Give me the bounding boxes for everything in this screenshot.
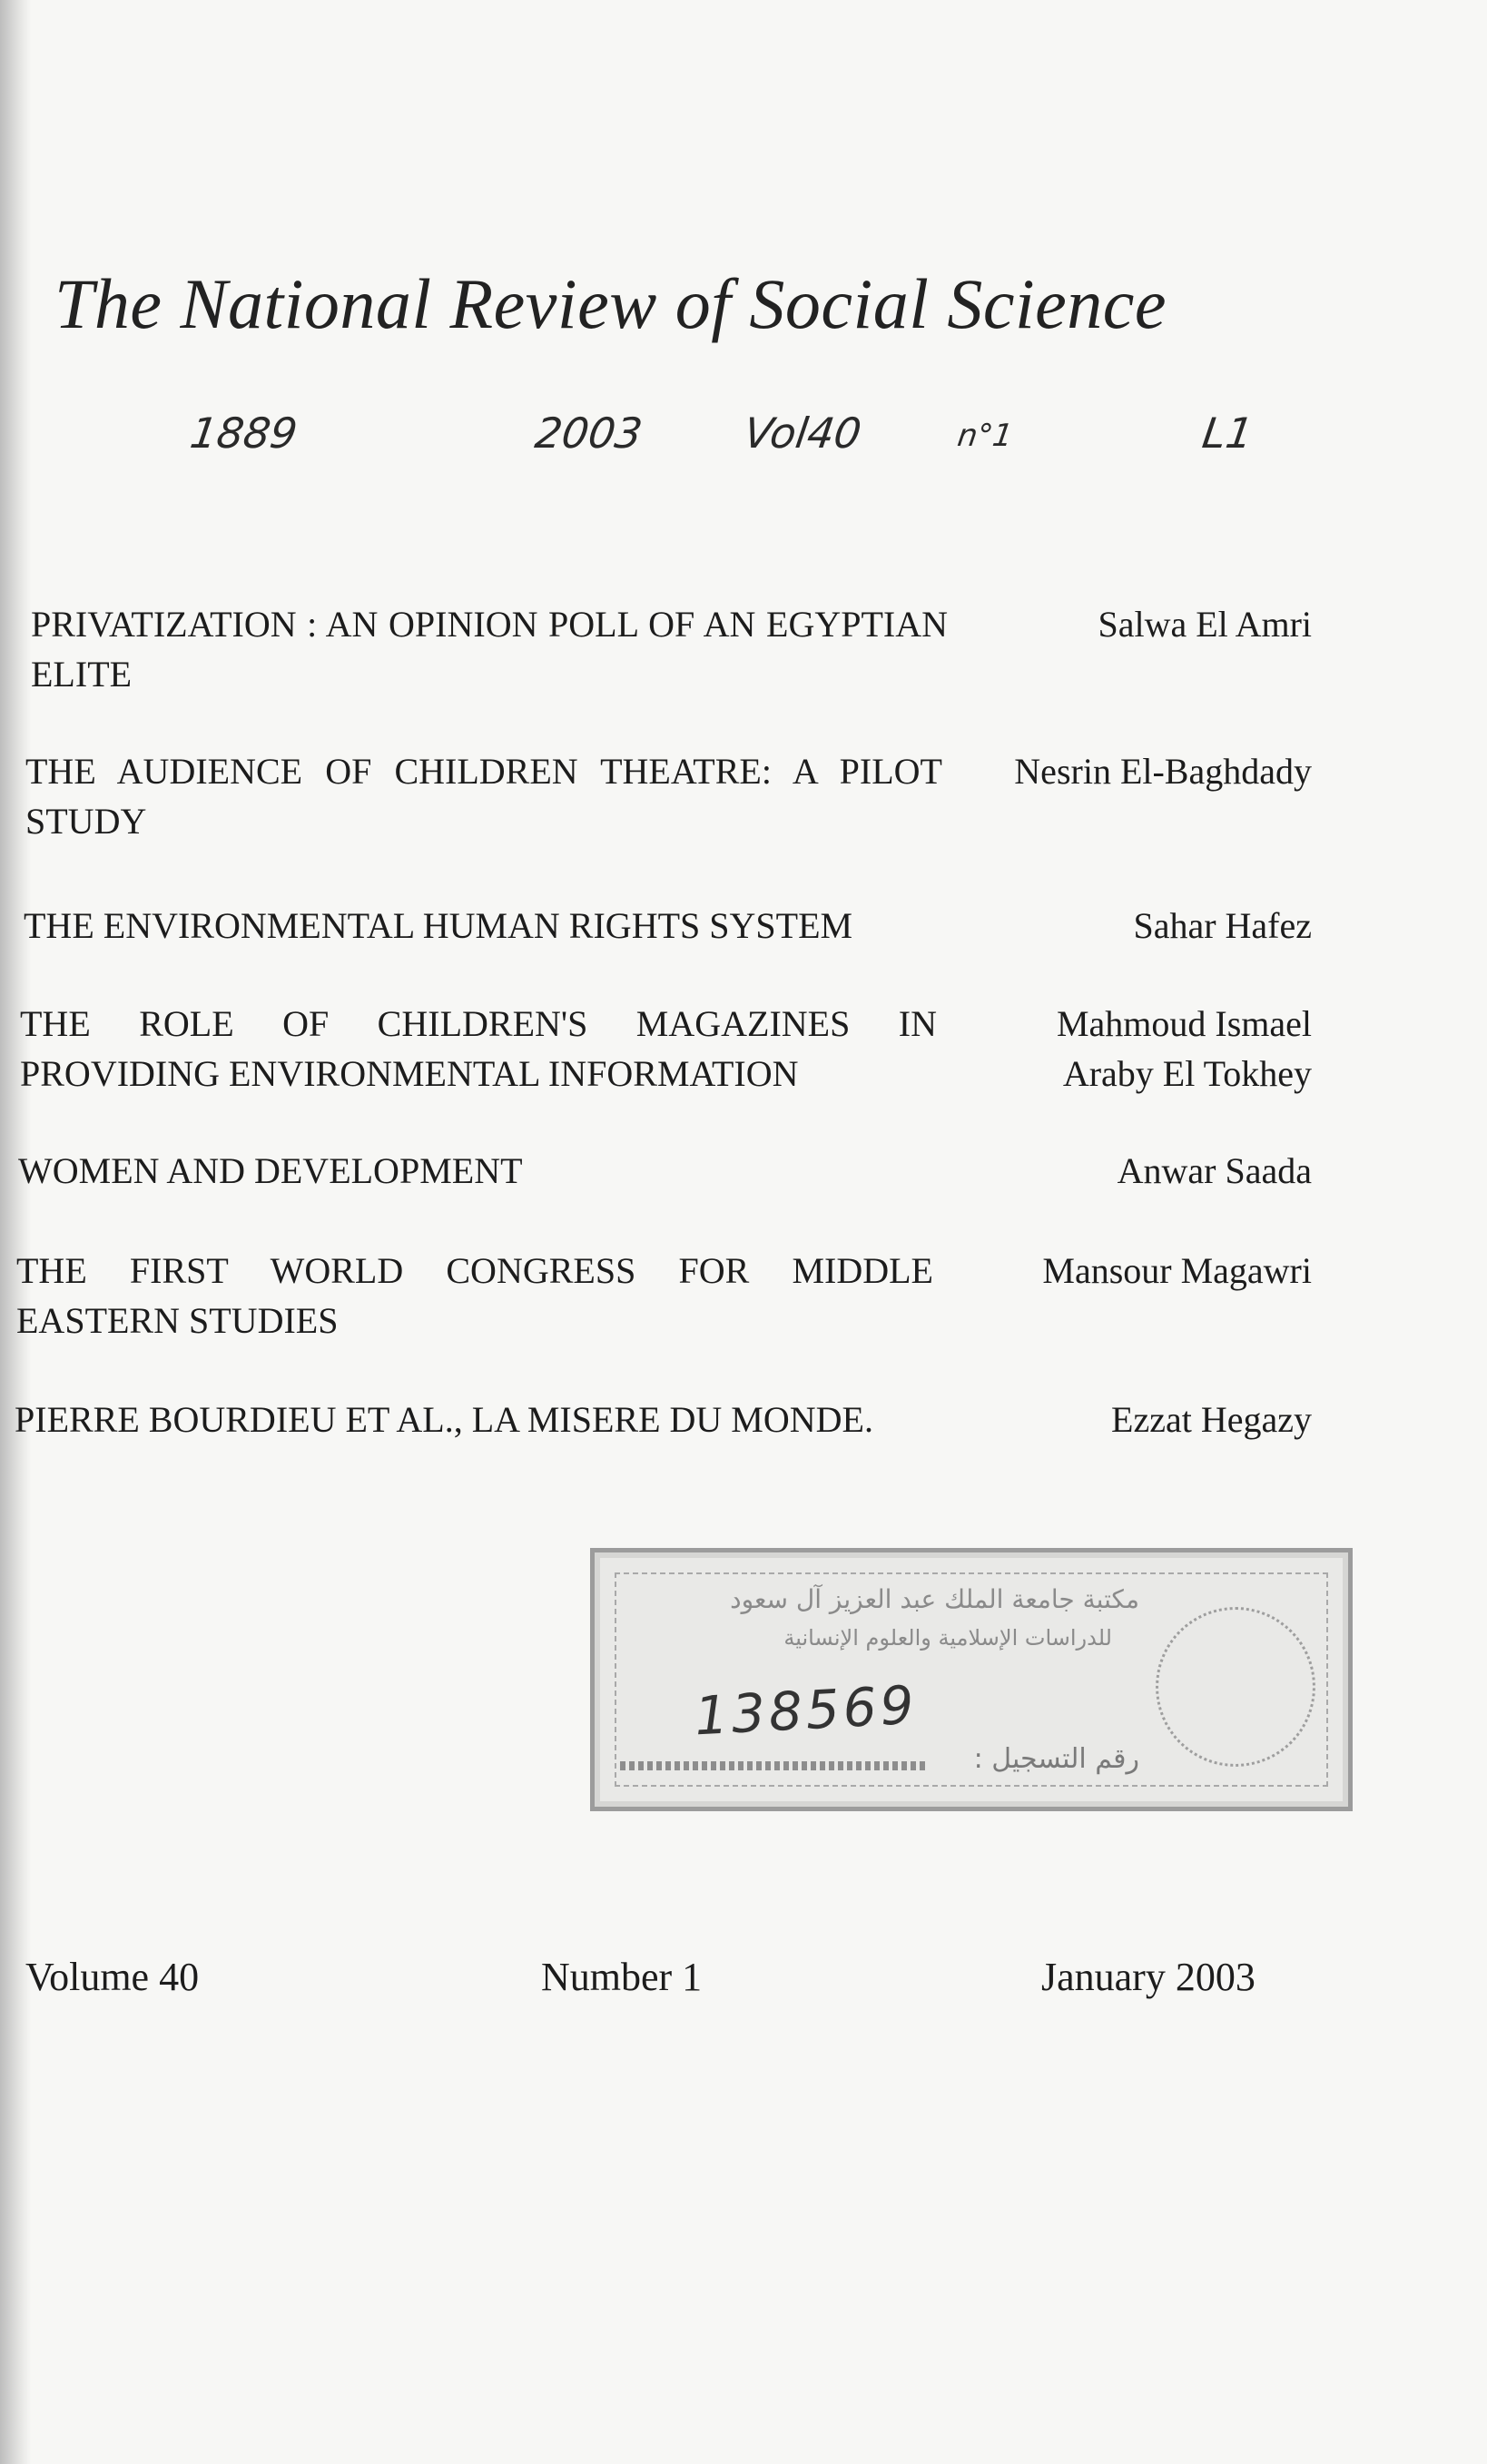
- article-title: THE FIRST WORLD CONGRESS FOR MIDDLE EASTERN STUDIES: [16, 1250, 933, 1341]
- stamp-library-name: مكتبة جامعة الملك عبد العزيز آل سعود: [730, 1584, 1139, 1614]
- stamp-library-subtitle: للدراسات الإسلامية والعلوم الإنسانية: [783, 1625, 1112, 1651]
- article-title: WOMEN AND DEVELOPMENT: [18, 1150, 523, 1191]
- registration-label: رقم التسجيل :: [973, 1743, 1139, 1775]
- handwritten-issn: 1889: [187, 409, 300, 458]
- journal-title: The National Review of Social Science: [54, 264, 1167, 343]
- article-title: THE ROLE OF CHILDREN'S MAGAZINES IN PROVIDING ENVIRONMENTAL INFORMATION: [20, 1003, 937, 1094]
- article-author: [931, 999, 1312, 1099]
- registration-number: 138569: [693, 1673, 920, 1748]
- number-label: Number 1: [541, 1955, 703, 1999]
- author-name: Mansour Magawri: [1042, 1250, 1312, 1291]
- article-author: [931, 599, 1312, 649]
- article-author: [931, 901, 1312, 951]
- author-name: Salwa El Amri: [1098, 604, 1312, 645]
- author-name: Anwar Saada: [1117, 1150, 1312, 1191]
- author-name: Araby El Tokhey: [1062, 1053, 1312, 1094]
- handwritten-number: n°1: [955, 418, 1015, 454]
- handwritten-volume: Vol40: [741, 409, 865, 458]
- issue-date: January 2003: [1041, 1955, 1256, 1999]
- article-title: PIERRE BOURDIEU ET AL., LA MISERE DU MONDE.: [15, 1399, 873, 1440]
- author-name: Ezzat Hegazy: [1111, 1399, 1312, 1440]
- author-name: Nesrin El-Baghdady: [1014, 751, 1312, 792]
- handwritten-annotation: [0, 409, 1487, 490]
- article-author: [931, 746, 1312, 796]
- article-author: [931, 1146, 1312, 1196]
- stamp-seal-icon: [1156, 1607, 1315, 1767]
- article-author: [931, 1395, 1312, 1444]
- stamp-dotted-line: [620, 1761, 929, 1770]
- author-name: Sahar Hafez: [1133, 905, 1312, 946]
- library-stamp: [590, 1548, 1353, 1811]
- handwritten-year: 2003: [532, 409, 645, 458]
- volume-label: Volume 40: [25, 1955, 200, 1999]
- article-title: PRIVATIZATION : AN OPINION POLL OF AN EGYPTIAN ELITE: [31, 604, 948, 695]
- article-title: THE ENVIRONMENTAL HUMAN RIGHTS SYSTEM: [24, 905, 853, 946]
- handwritten-code: L1: [1199, 409, 1256, 458]
- author-name: Mahmoud Ismael: [1056, 1003, 1312, 1044]
- article-author: [931, 1246, 1312, 1296]
- article-title: THE AUDIENCE OF CHILDREN THEATRE: A PILOT STUDY: [25, 751, 942, 842]
- page-binding-edge: [0, 0, 31, 2464]
